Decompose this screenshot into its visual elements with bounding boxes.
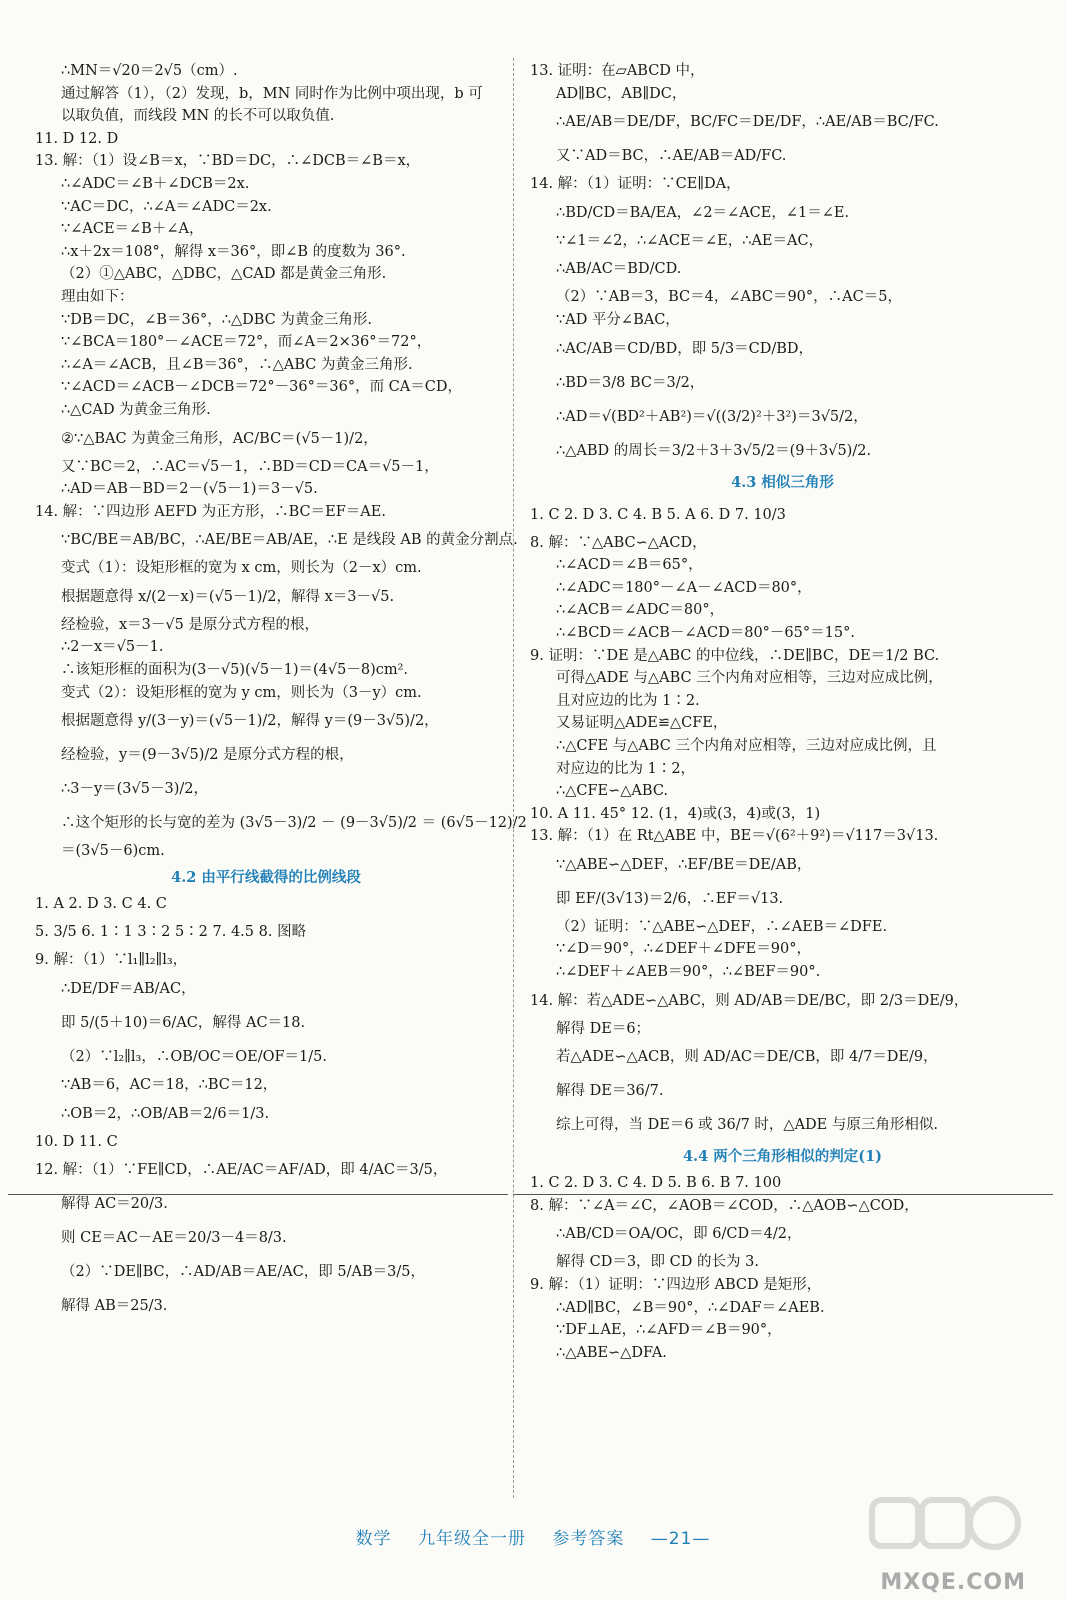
watermark-text: MXQE.COM [880, 1570, 1026, 1595]
answer-line: ∴∠BCD＝∠ACB－∠ACD＝80°－65°＝15°. [556, 624, 855, 641]
right-column [530, 60, 1035, 1364]
answer-line: 14. 解：∵四边形 AEFD 为正方形，∴BC＝EF＝AE. [35, 503, 386, 520]
answer-line: 10. D 11. C [35, 1133, 118, 1150]
column-divider [513, 58, 514, 1498]
footer-section: 参考答案 [552, 1529, 625, 1549]
answer-line: （2）∵l₂∥l₃，∴OB/OC＝OE/OF＝1/5. [61, 1049, 327, 1066]
answer-line: 根据题意得 y/(3－y)＝(√5－1)/2，解得 y＝(9－3√5)/2， [61, 713, 439, 730]
answer-line: ∴3－y＝(3√5－3)/2， [61, 781, 208, 798]
answer-line: 即 EF/(3√13)＝2/6，∴EF＝√13. [556, 890, 784, 907]
answer-line: ∴AD＝√(BD²＋AB²)＝√((3/2)²＋3²)＝3√5/2， [556, 408, 868, 425]
answer-line: ∴AC/AB＝CD/BD，即 5/3＝CD/BD， [556, 340, 814, 357]
answer-line: 变式（1）：设矩形框的宽为 x cm，则长为（2－x）cm. [61, 560, 422, 577]
answer-line: 9. 证明：∵DE 是△ABC 的中位线，∴DE∥BC，DE＝1/2 BC. [530, 647, 940, 664]
answer-line: 又易证明△ADE≌△CFE， [556, 715, 728, 732]
answer-line: ∴BD＝3/8 BC＝3/2， [556, 374, 705, 391]
answer-line: ∴该矩形框的面积为(3－√5)(√5－1)＝(4√5－8)cm². [61, 662, 409, 679]
answer-line: 5. 3/5 6. 1∶1 3∶2 5∶2 7. 4.5 8. 图略 [35, 924, 307, 941]
answer-line: （2）∵DE∥BC，∴AD/AB＝AE/AC，即 5/AB＝3/5， [61, 1264, 425, 1281]
answer-line: ∴△CFE 与△ABC 三个内角对应相等，三边对应成比例，且 [556, 737, 937, 754]
answer-line: 对应边的比为 1∶2， [556, 760, 696, 777]
answer-line: ②∵△BAC 为黄金三角形，AC/BC＝(√5－1)/2， [61, 430, 378, 447]
answer-line: ∴DE/DF＝AB/AC， [61, 981, 196, 998]
answer-line: ∴△ABD 的周长＝3/2＋3＋3√5/2＝(9＋3√5)/2. [556, 442, 872, 459]
answer-line: 则 CE＝AC－AE＝20/3－4＝8/3. [61, 1230, 287, 1247]
answer-line: 8. 解：∵∠A＝∠C，∠AOB＝∠COD，∴△AOB∽△COD， [530, 1197, 919, 1214]
answer-line: 13. 解：（1）设∠B＝x，∵BD＝DC，∴∠DCB＝∠B＝x， [35, 153, 421, 170]
answer-line: ∵BC/BE＝AB/BC，∴AE/BE＝AB/AE，∴E 是线段 AB 的黄金分割点. [61, 532, 518, 549]
answer-line: ∴AB/AC＝BD/CD. [556, 261, 682, 278]
answer-line: ∴AB/CD＝OA/OC，即 6/CD＝4/2， [556, 1226, 802, 1243]
answer-line: 解得 DE＝6； [556, 1020, 651, 1037]
answer-line: ∴MN＝√20＝2√5（cm）. [61, 63, 238, 79]
section-heading: 4.3 相似三角形 [731, 473, 834, 491]
answer-line: 8. 解：∵△ABC∽△ACD， [530, 534, 707, 551]
answer-line: ∴2－x＝√5－1. [61, 639, 164, 656]
answer-line: 若△ADE∽△ACB，则 AD/AC＝DE/CB，即 4/7＝DE/9， [556, 1049, 938, 1066]
section-heading: 4.2 由平行线截得的比例线段 [171, 868, 361, 886]
answer-line: 且对应边的比为 1∶2. [556, 692, 700, 709]
answer-line: 解得 AB＝25/3. [61, 1298, 168, 1315]
answer-line: ∴OB＝2，∴OB/AB＝2/6＝1/3. [61, 1105, 270, 1122]
answer-line: 即 5/(5＋10)＝6/AC，解得 AC＝18. [61, 1015, 306, 1032]
answer-line: ∵∠D＝90°，∴∠DEF＋∠DFE＝90°， [556, 941, 811, 958]
answer-line: ∴BD/CD＝BA/EA，∠2＝∠ACE，∠1＝∠E. [556, 204, 850, 221]
answer-line: ∵DF⊥AE，∴∠AFD＝∠B＝90°， [556, 1322, 782, 1339]
answer-line: ∴x＋2x＝108°，解得 x＝36°，即∠B 的度数为 36°. [61, 243, 406, 260]
answer-line: 解得 DE＝36/7. [556, 1083, 664, 1100]
page-rule-left [8, 1194, 508, 1195]
answer-line: AD∥BC，AB∥DC， [556, 85, 687, 102]
left-column [35, 60, 527, 1323]
answer-line: ∴∠ADC＝∠B＋∠DCB＝2x. [61, 175, 250, 192]
answer-line: 10. A 11. 45° 12. (1，4)或(3，4)或(3，1) [530, 805, 821, 822]
answer-line: 14. 解：若△ADE∽△ABC，则 AD/AB＝DE/BC，即 2/3＝DE/9， [530, 992, 969, 1009]
answer-line: ∵△ABE∽△DEF，∴EF/BE＝DE/AB， [556, 856, 812, 873]
answer-line: ∵∠ACE＝∠B＋∠A， [61, 221, 204, 238]
answer-line: 经检验，x＝3－√5 是原分式方程的根， [61, 616, 319, 633]
answer-line: 解得 CD＝3，即 CD 的长为 3. [556, 1254, 759, 1271]
answer-line: 13. 解：（1）在 Rt△ABE 中，BE＝√(6²＋9²)＝√117＝3√13. [530, 828, 939, 845]
answer-line: 以取负值，而线段 MN 的长不可以取负值. [61, 108, 335, 125]
section-heading: 4.4 两个三角形相似的判定(1) [682, 1148, 883, 1166]
answer-line: ∴∠ADC＝180°－∠A－∠ACD＝80°， [556, 579, 812, 596]
answer-line: ∴∠DEF＋∠AEB＝90°，∴∠BEF＝90°. [556, 964, 821, 981]
answer-line: ∴∠A＝∠ACB，且∠B＝36°，∴△ABC 为黄金三角形. [61, 356, 413, 373]
footer-page-number: —21— [650, 1529, 711, 1549]
answer-line: ∴∠ACB＝∠ADC＝80°， [556, 602, 725, 619]
footer-grade: 九年级全一册 [417, 1529, 526, 1549]
answer-line: 又∵AD＝BC，∴AE/AB＝AD/FC. [556, 148, 787, 165]
answer-line: 1. C 2. D 3. C 4. B 5. A 6. D 7. 10/3 [530, 506, 786, 523]
answer-line: 12. 解：（1）∵FE∥CD，∴AE/AC＝AF/AD，即 4/AC＝3/5， [35, 1162, 448, 1179]
answer-line: ∴∠ACD＝∠B＝65°， [556, 557, 703, 574]
answer-line: ∵AD 平分∠BAC， [556, 311, 680, 328]
answer-line: 理由如下： [61, 288, 134, 305]
answer-line: （2）∵AB＝3，BC＝4，∠ABC＝90°，∴AC＝5， [556, 289, 902, 306]
answer-line: 14. 解：（1）证明：∵CE∥DA， [530, 176, 741, 193]
answer-line: ∴这个矩形的长与宽的差为 (3√5－3)/2 － (9－3√5)/2 ＝ (6√5－12)/2 [61, 815, 527, 832]
answer-line: 综上可得，当 DE＝6 或 36/7 时，△ADE 与原三角形相似. [556, 1117, 938, 1134]
answer-line: ∵AB＝6，AC＝18，∴BC＝12， [61, 1077, 278, 1094]
answer-line: 1. C 2. D 3. C 4. D 5. B 6. B 7. 100 [530, 1175, 782, 1192]
answer-line: ∴AD＝AB－BD＝2－(√5－1)＝3－√5. [61, 481, 318, 498]
footer-subject: 数学 [355, 1529, 392, 1549]
answer-line: 9. 解：（1）∵l₁∥l₂∥l₃， [35, 952, 188, 969]
answer-line: 11. D 12. D [35, 130, 119, 147]
answer-line: 变式（2）：设矩形框的宽为 y cm，则长为（3－y）cm. [61, 684, 422, 701]
answer-line: （2）证明：∵△ABE∽△DEF，∴∠AEB＝∠DFE. [556, 918, 888, 935]
answer-line: ∴△ABE∽△DFA. [556, 1344, 667, 1361]
answer-line: ∴AD∥BC，∠B＝90°，∴∠DAF＝∠AEB. [556, 1299, 825, 1316]
answer-line: 经检验，y＝(9－3√5)/2 是原分式方程的根， [61, 747, 354, 764]
answer-line: ∵∠BCA＝180°－∠ACE＝72°，而∠A＝2×36°＝72°， [61, 334, 432, 351]
answer-line: ∵∠ACD＝∠ACB－∠DCB＝72°－36°＝36°，而 CA＝CD， [61, 379, 462, 396]
answer-line: 根据题意得 x/(2－x)＝(√5－1)/2，解得 x＝3－√5. [61, 588, 395, 605]
answer-line: 解得 AC＝20/3. [61, 1196, 168, 1213]
answer-line: ∵∠1＝∠2，∴∠ACE＝∠E，∴AE＝AC， [556, 232, 824, 249]
answer-line: 13. 证明：在▱ABCD 中， [530, 63, 705, 79]
answer-line: 通过解答（1），（2）发现，b，MN 同时作为比例中项出现，b 可 [61, 85, 483, 102]
answer-line: （2）①△ABC，△DBC，△CAD 都是黄金三角形. [61, 266, 387, 283]
answer-line: 可得△ADE 与△ABC 三个内角对应相等，三边对应成比例， [556, 670, 943, 687]
answer-line: ∴AE/AB＝DE/DF，BC/FC＝DE/DF，∴AE/AB＝BC/FC. [556, 114, 939, 131]
answer-line: ∴△CAD 为黄金三角形. [61, 401, 211, 418]
answer-line: ∴△CFE∽△ABC. [556, 783, 668, 800]
answer-line: ∵DB＝DC，∠B＝36°，∴△DBC 为黄金三角形. [61, 311, 372, 328]
answer-line: ＝(3√5－6)cm. [61, 843, 165, 860]
answer-line: 1. A 2. D 3. C 4. C [35, 895, 167, 912]
answer-line: 9. 解：（1）证明：∵四边形 ABCD 是矩形， [530, 1277, 822, 1294]
answer-line: 又∵BC＝2，∴AC＝√5－1，∴BD＝CD＝CA＝√5－1， [61, 458, 439, 475]
answer-line: ∵AC＝DC，∴∠A＝∠ADC＝2x. [61, 198, 272, 215]
